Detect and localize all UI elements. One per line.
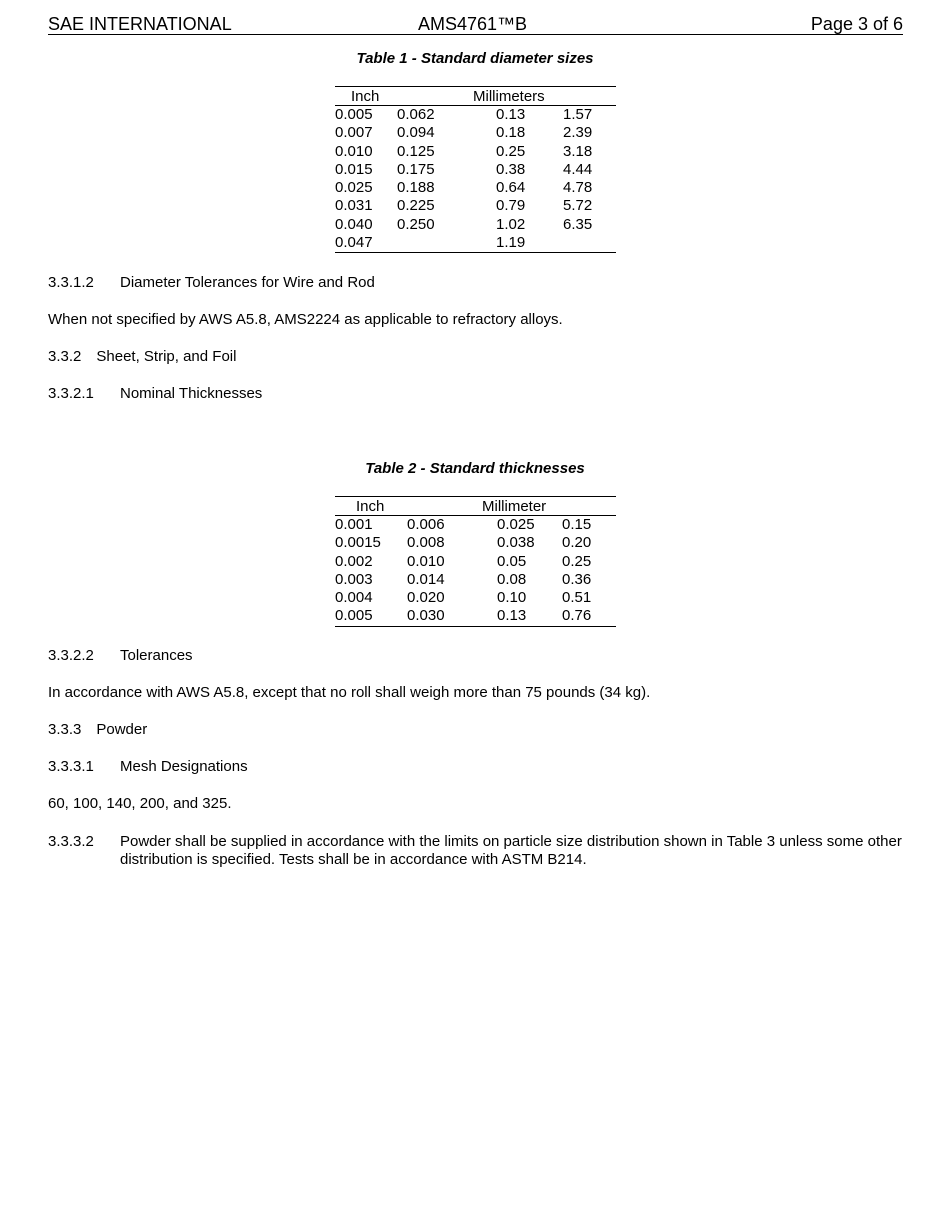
section-3-3-3-1-heading: [48, 758, 903, 776]
table1-row: [335, 179, 616, 197]
section-number: 3.3.2: [48, 348, 82, 365]
table1-header-mm: Millimeters: [473, 88, 545, 105]
table1-cell: 0.007: [335, 124, 373, 142]
table1-cell: 4.44: [563, 160, 593, 178]
table2-cell: 0.002: [335, 552, 373, 570]
section-title: Mesh Designations: [120, 758, 248, 775]
section-text: Powder shall be supplied in accordance with the limits on particle size distribution shown in Table 3 unless some other distribution is specified. Tests shall be in accordance with ASTM B214.: [120, 833, 902, 868]
section-3-3-1-2-heading: [48, 274, 903, 292]
table2-row: [335, 571, 616, 589]
table1-cell: 0.13: [496, 106, 526, 123]
section-title: Nominal Thicknesses: [120, 385, 263, 402]
table1-cell: 0.18: [496, 124, 526, 142]
section-title: Sheet, Strip, and Foil: [96, 348, 237, 365]
section-number: 3.3.2.1: [48, 385, 94, 402]
table1-cell: 1.57: [563, 106, 593, 123]
table2-cell: 0.014: [407, 570, 445, 588]
table2-cell: 0.0015: [335, 534, 381, 552]
table1-cell: 0.79: [496, 197, 526, 215]
table2-cell: 0.20: [562, 534, 592, 552]
table2-row: [335, 516, 616, 534]
header-org: SAE INTERNATIONAL: [48, 14, 232, 34]
table2-cell: 0.006: [407, 516, 445, 533]
table1-cell: 0.250: [397, 215, 435, 233]
table2-row: [335, 589, 616, 607]
page-header: [48, 13, 903, 35]
table1-caption: Table 1 - Standard diameter sizes: [356, 50, 594, 67]
table2-cell: 0.025: [497, 516, 535, 533]
table2-caption: Table 2 - Standard thicknesses: [365, 460, 585, 477]
table2-cell: 0.25: [562, 552, 592, 570]
table1-row: [335, 161, 616, 179]
table2-cell: 0.08: [497, 570, 527, 588]
table2-cell: 0.51: [562, 589, 592, 607]
table1-cell: 4.78: [563, 179, 593, 197]
table1-cell: 0.125: [397, 142, 435, 160]
table1-cell: 0.010: [335, 142, 373, 160]
section-title: Diameter Tolerances for Wire and Rod: [120, 274, 375, 291]
table2-cell: 0.010: [407, 552, 445, 570]
table2-cell: 0.005: [335, 607, 373, 625]
table1-cell: 0.188: [397, 179, 435, 197]
section-3-3-2-2-text: In accordance with AWS A5.8, except that no roll shall weigh more than 75 pounds (34 kg).: [48, 684, 651, 701]
table2-cell: 0.10: [497, 589, 527, 607]
section-3-3-3-1-text: 60, 100, 140, 200, and 325.: [48, 795, 232, 812]
section-3-3-3-2-paragraph: [48, 833, 903, 869]
table2-cell: 0.76: [562, 607, 592, 625]
table1-cell: 0.64: [496, 179, 526, 197]
table1-row: [335, 234, 616, 252]
table1-cell: 6.35: [563, 215, 593, 233]
section-number: 3.3.3.2: [48, 833, 94, 850]
section-title: Tolerances: [120, 647, 193, 664]
table2-cell: 0.001: [335, 516, 373, 533]
table2-cell: 0.008: [407, 534, 445, 552]
table2-cell: 0.004: [335, 589, 373, 607]
section-3-3-2-2-heading: [48, 647, 903, 665]
table1-row: [335, 124, 616, 142]
section-title: Powder: [96, 721, 148, 738]
table2-header-mm: Millimeter: [482, 498, 547, 515]
section-3-3-1-2-text: When not specified by AWS A5.8, AMS2224 as applicable to refractory alloys.: [48, 311, 563, 328]
table2-cell: 0.020: [407, 589, 445, 607]
table2-header-inch: Inch: [356, 498, 385, 515]
table1-cell: 0.015: [335, 160, 373, 178]
header-doc-number: AMS4761™B: [418, 14, 528, 34]
section-number: 3.3.3.1: [48, 758, 94, 775]
table1-row: [335, 106, 616, 124]
table1-cell: 2.39: [563, 124, 593, 142]
table1-row: [335, 216, 616, 234]
table1-cell: 5.72: [563, 197, 593, 215]
table2-header: [335, 496, 616, 516]
table1-row: [335, 143, 616, 161]
table2-row: [335, 553, 616, 571]
table1-cell: 0.225: [397, 197, 435, 215]
table1-cell: 0.38: [496, 160, 526, 178]
section-number: 3.3.2.2: [48, 647, 94, 664]
table2-cell: 0.038: [497, 534, 535, 552]
table1-cell: 0.25: [496, 142, 526, 160]
table2-cell: 0.36: [562, 570, 592, 588]
table1-cell: 0.005: [335, 106, 373, 123]
table1-row: [335, 197, 616, 215]
table1-cell: 0.062: [397, 106, 435, 123]
table2-row: [335, 607, 616, 625]
table2-cell: 0.13: [497, 607, 527, 625]
table1-cell: 1.02: [496, 215, 526, 233]
section-number: 3.3.1.2: [48, 274, 94, 291]
table1-cell: 0.025: [335, 179, 373, 197]
table1: [335, 86, 616, 253]
table1-cell: 0.094: [397, 124, 435, 142]
table1-cell: 3.18: [563, 142, 593, 160]
table2-row: [335, 534, 616, 552]
section-3-3-2-1-heading: [48, 385, 903, 403]
table1-cell: 0.040: [335, 215, 373, 233]
header-page-number: Page 3 of 6: [810, 14, 903, 34]
table1-bottom-rule: [335, 252, 616, 253]
table2-cell: 0.003: [335, 570, 373, 588]
table1-cell: 0.047: [335, 234, 373, 252]
section-number: 3.3.3: [48, 721, 82, 738]
table2-cell: 0.05: [497, 552, 527, 570]
table2: [335, 496, 616, 627]
table2-bottom-rule: [335, 626, 616, 627]
table2-cell: 0.030: [407, 607, 445, 625]
table1-header: [335, 86, 616, 106]
table1-cell: 0.031: [335, 197, 373, 215]
section-3-3-3-heading: [48, 721, 147, 739]
table2-cell: 0.15: [562, 516, 592, 533]
section-3-3-2-heading: [48, 348, 236, 366]
table1-cell: 1.19: [496, 234, 526, 252]
table1-cell: 0.175: [397, 160, 435, 178]
table1-header-inch: Inch: [351, 88, 380, 105]
